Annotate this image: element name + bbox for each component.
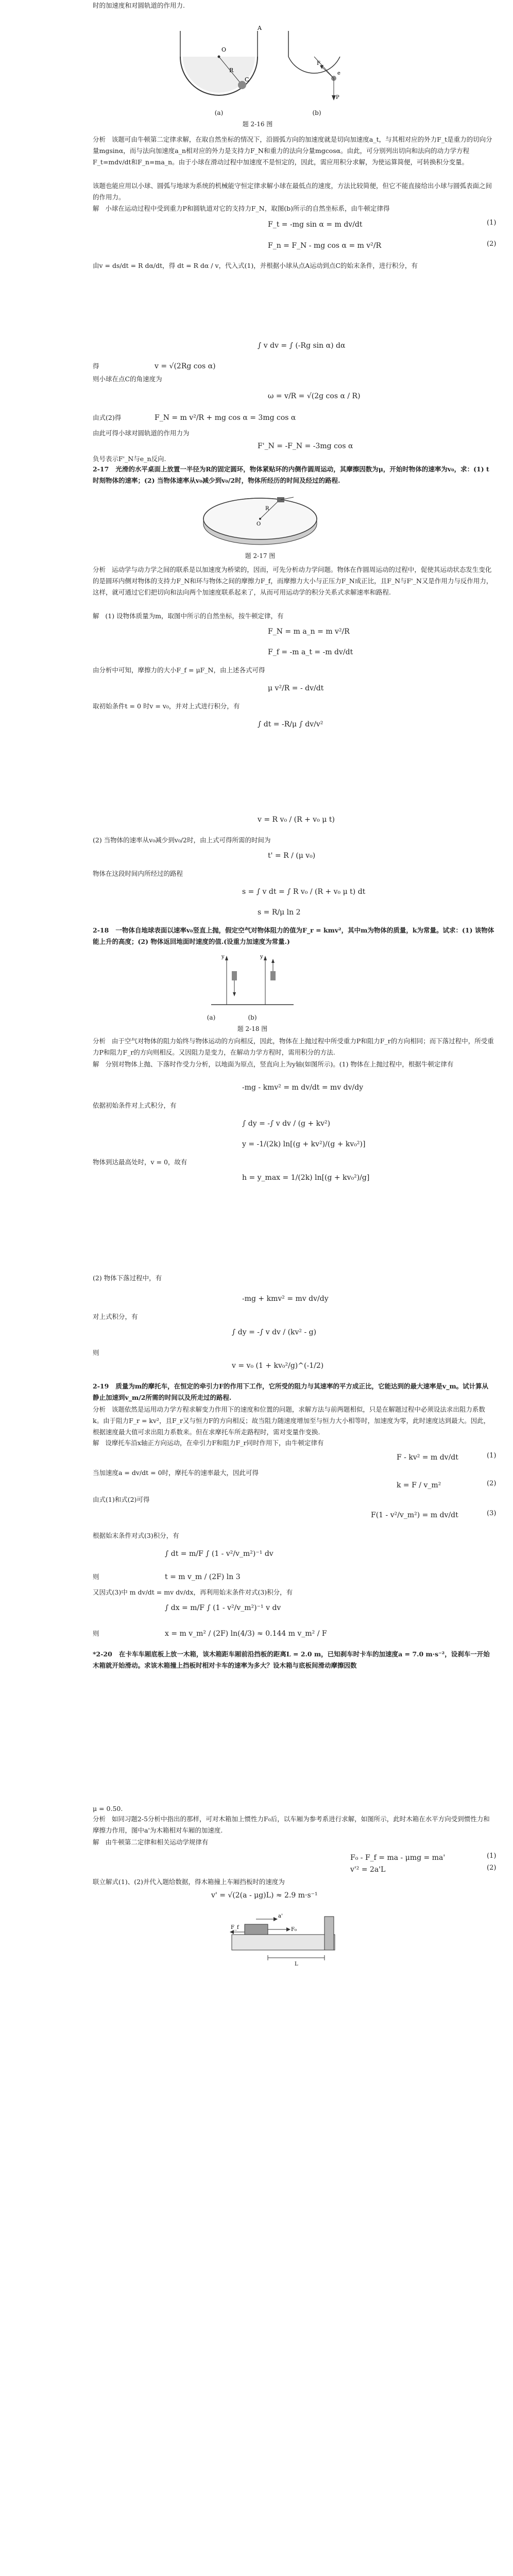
figure-2-16 [170,21,350,108]
equation-int-x: ∫ dx = m/F ∫ (1 - v²/v_m²)⁻¹ v dv [165,1604,281,1612]
paragraph-mu: μ = 0.50. [93,1805,123,1812]
paragraph-integration: 由v = ds/dt = R dα/dt，得 dt = R dα / v，代入式(1)，并根据小球从点A运动到点C的始末条件，进行积分，有 [93,262,418,269]
equation-v: v = √(2Rg cos α) [155,362,216,370]
equation-t-prime: t' = R / (μ v₀) [268,852,316,860]
diagram-2-17 [196,487,324,549]
label-F0: F₀ [291,1927,297,1933]
paragraph-sign: 负号表示F'_N与e_n反向. [93,455,166,463]
solution-2-16: 解 小球在运动过程中受到重力P和圆轨道对它的支持力F_N，取图(b)所示的自然坐标系，由牛顿定律得 [93,205,390,212]
figure-2-16-sub-b: (b) [312,109,321,116]
equation-v-return: v = v₀ (1 + kv₀²/g)^(-1/2) [232,1362,324,1370]
equation-k: k = F / v_m² [397,1481,441,1489]
solution-2-18: 解 分别对物体上抛、下落时作受力分析，以地面为原点，竖直向上为y轴(如图所示)。(1) 物体在上抛过程中，根据牛顿定律有 [93,1060,454,1068]
paragraph-result: 联立解式(1)、(2)并代入题给数据，得木箱撞上车厢挡板时的速度为 [93,1878,285,1886]
equation-s: s = R/μ ln 2 [258,908,301,917]
svg-text:R: R [265,506,269,512]
equation-FN: F_N = m v²/R + mg cos α = 3mg cos α [155,414,296,422]
label-a-prime: a' [278,1913,283,1919]
label-Ff: F_f [231,1925,239,1930]
equation-integral-v: ∫ v dv = ∫ (-Rg sin α) dα [258,342,346,350]
equation-up: -mg - kmv² = m dv/dt = mv dv/dy [242,1083,364,1092]
label-ze: 则 [93,1349,99,1357]
label-ze-2: 则 [93,1573,99,1581]
paragraph-down: (2) 物体下落过程中，有 [93,1274,162,1282]
label-ze-3: 则 [93,1630,99,1637]
figure-2-16-caption: 题 2-16 图 [242,121,273,128]
paragraph-max-speed: 当加速度a = dv/dt = 0时，摩托车的速率最大，因此可得 [93,1469,259,1477]
svg-text:P: P [336,95,339,100]
problem-2-17: 2-17 光滑的水平桌面上放置一半径为R的固定圆环，物体紧贴环的内侧作圆周运动，其摩擦因数为μ，开始时物体的速率为v₀，求：(1) t 时刻物体的速率；(2) 当物体速率从v₀减少到v₀/2时，物体所经历的时间及经过的路程. [93,465,492,484]
figure-2-16-sub-a: (a) [214,109,224,116]
equation-motor-1: F - kv² = m dv/dt [397,1453,458,1462]
paragraph-initial: 取初始条件t = 0 时v = v₀，并对上式进行积分，有 [93,702,240,710]
equation-h: h = y_max = 1/(2k) ln[(g + kv₀²)/g] [242,1174,370,1182]
equation-v-prime: v' = √(2(a - μg)L) ≈ 2.9 m·s⁻¹ [211,1891,318,1900]
paragraph-time: (2) 当物体的速率从v₀减少到v₀/2时，由上式可得所需的时间为 [93,836,271,844]
equation-int-dy: ∫ dy = -∫ v dv / (g + kv²) [242,1120,331,1128]
svg-text:e: e [337,71,340,76]
svg-text:O: O [221,46,227,53]
svg-text:y: y [221,954,225,960]
equation-FN-2-17: F_N = m a_n = m v²/R [268,628,350,636]
problem-2-18: 2-18 一物体自地球表面以速率v₀竖直上抛，假定空气对物体阻力的值为F_r = kmv²，其中m为物体的质量，k为常量。试求：(1) 该物体能上升的高度；(2) 物体返回地面时速度的值.(设重力加速度为常量.) [93,926,494,945]
label-de: 得 [93,362,99,370]
paragraph-max: 物体到达最高处时，v = 0，故有 [93,1158,187,1166]
equation-motor-3-number: (3) [487,1510,497,1517]
equation-t: t = m v_m / (2F) ln 3 [165,1573,241,1581]
problem-2-20: *2-20 在卡车车厢底板上放一木箱，该木箱距车厢前沿挡板的距离L = 2.0 m，已知刹车时卡车的加速度a = 7.0 m·s⁻²，设刹车一开始木箱就开始滑动。求该木箱撞上挡板时相对卡车的速率为多大？设木箱与底板间滑动摩擦因数 [93,1650,490,1669]
solution-2-17: 解 (1) 设物体质量为m，取图中所示的自然坐标，按牛顿定律，有 [93,612,284,620]
figure-2-20 [227,1906,340,1973]
equation-int-t: ∫ dt = m/F ∫ (1 - v²/v_m²)⁻¹ dv [165,1550,273,1558]
equation-y: y = -1/(2k) ln[(g + kv²)/(g + kv₀²)] [242,1140,366,1148]
solution-2-20: 解 由牛顿第二定律和相关运动学规律有 [93,1838,209,1846]
paragraph-friction: 由分析中可知，摩擦力的大小F_f = μF_N，由上述各式可得 [93,666,265,674]
paragraph-integrate-2: 对上式积分，有 [93,1313,138,1320]
diagram-2-20 [227,1906,340,1973]
svg-text:A: A [258,25,262,31]
figure-2-17 [196,487,324,549]
paragraph-x: 又因式(3)中 m dv/dt = mv dv/dx，再利用始末条件对式(3)积分，有 [93,1588,293,1596]
paragraph-combine: 由式(1)和式(2)可得 [93,1496,150,1503]
paragraph-integrate-3: 根据始末条件对式(3)积分，有 [93,1532,179,1539]
equation-1: F_t = -mg sin α = m dv/dt [268,221,363,229]
equation-box-1: F₀ - F_f = ma - μmg = ma' [350,1854,446,1862]
equation-motor-1-number: (1) [487,1452,497,1460]
figure-2-18-caption: 题 2-18 图 [237,1025,268,1032]
analysis-2-18: 分析 由于空气对物体的阻力始终与物体运动的方向相反，因此，物体在上抛过程中所受重力P和阻力F_r的方向相同；而下落过程中，所受重力P和阻力F_r的方向则相反。又因阻力是变力，在解动力学方程时，需用积分的方法. [93,1037,494,1056]
analysis-2-16: 分析 该题可由牛顿第二定律求解，在取自然坐标的情况下，沿圆弧方向的加速度就是切向加速度a_t，与其相对应的外力F_t是重力的切向分量mgsinα，而与法向加速度a_n相对应的外力是支持力F_N和重力的法向分量mgcosα。由此，可分别列出切向和法向的动力学方程F_t=mdv/dt和F_n=ma_n。由于小球在滑动过程中加速度不是恒定的，因此，需应用积分求解，为使运算简便，可转换积分变量。 [93,135,492,166]
figure-2-18 [206,953,299,1012]
label-L: L [295,1961,298,1967]
equation-Ff-2-17: F_f = -m a_t = -m dv/dt [268,648,353,656]
equation-box-1-number: (1) [487,1852,497,1860]
diagram-2-18 [206,953,299,1012]
svg-text:O: O [256,521,261,527]
equation-mu: μ v²/R = - dv/dt [268,684,324,692]
paragraph-force: 由此可得小球对圆轨道的作用力为 [93,429,190,437]
equation-2-number: (2) [487,240,497,248]
figure-2-18-sub-b: (b) [248,1014,257,1021]
equation-FN-prime: F'_N = -F_N = -3mg cos α [258,442,353,450]
equation-box-2: v'² = 2a'L [350,1866,386,1874]
equation-k-number: (2) [487,1480,497,1487]
svg-text:R: R [229,67,234,74]
paragraph-angular: 则小球在点C的角速度为 [93,375,162,383]
equation-2: F_n = F_N - mg cos α = m v²/R [268,242,382,250]
equation-omega: ω = v/R = √(2g cos α / R) [268,392,361,400]
figure-2-17-caption: 题 2-17 图 [245,552,276,560]
svg-text:y: y [260,954,263,960]
page-text: 时的加速度和对圆轨道的作用力. [93,2,185,9]
equation-int-dt: ∫ dt = -R/μ ∫ dv/v² [258,720,323,728]
equation-box-2-number: (2) [487,1864,497,1872]
svg-text:C: C [245,76,249,83]
paragraph-distance: 物体在这段时间内所经过的路程 [93,870,183,877]
equation-1-number: (1) [487,219,497,227]
equation-motor-3: F(1 - v²/v_m²) = m dv/dt [371,1511,458,1519]
equation-x: x = m v_m² / (2F) ln(4/3) ≈ 0.144 m v_m² / F [165,1630,327,1638]
problem-2-19: 2-19 质量为m的摩托车，在恒定的牵引力F的作用下工作，它所受的阻力与其速率的平方成正比，它能达到的最大速率是v_m。试计算从静止加速到v_m/2所需的时间以及所走过的路程. [93,1382,489,1401]
analysis-2-16-cont: 该题也能应用以小球、圆弧与地球为系统的机械能守恒定律求解小球在最低点的速度，方法比较简便，但它不能直接给出小球与圆弧表面之间的作用力。 [93,182,492,201]
equation-s-int: s = ∫ v dt = ∫ R v₀ / (R + v₀ μ t) dt [242,888,366,896]
equation-down: -mg + kmv² = mv dv/dy [242,1295,329,1303]
figure-2-18-sub-a: (a) [207,1014,216,1021]
analysis-2-19: 分析 该题依然是运用动力学方程求解变力作用下的速度和位置的问题，求解方法与前两题相似，只是在解题过程中必须设法求出阻力系数k。由于阻力F_r = kv²，且F_r又与恒力F的方向相反；故当阻力随速度增加至与恒力大小相等时，加速度为零，此时速度达到最大。因此，根据速度最大值可求出阻力系数来。但在求摩托车所走路程时，需对变量作变换. [93,1405,490,1436]
equation-int-dy-2: ∫ dy = -∫ v dv / (kv² - g) [232,1328,317,1336]
diagram-2-16 [170,21,350,108]
equation-v-t: v = R v₀ / (R + v₀ μ t) [258,816,335,824]
solution-2-19: 解 设摩托车沿x轴正方向运动，在牵引力F和阻力F_r同时作用下，由牛顿定律有 [93,1439,324,1447]
paragraph-integrate: 依据初始条件对上式积分，有 [93,1101,177,1109]
analysis-2-20: 分析 如同习题2-5分析中指出的那样，可对木箱加上惯性力F₀后，以车厢为参考系进行求解，如图所示，此时木箱在水平方向受到惯性力和摩擦力作用，图中a'为木箱相对车厢的加速度. [93,1815,490,1834]
analysis-2-17: 分析 运动学与动力学之间的联系是以加速度为桥梁的，因而，可先分析动力学问题。物体在作圆周运动的过程中，促使其运动状态发生变化的是圆环内侧对物体的支持力F_N和环与物体之间的摩擦力F_f，而摩擦力大小与正压力F_N成正比，且F_N与F'_N又是作用力与反作用力，这样，就可通过它们把切向和法向两个加速度联系起来了，从而可用运动学的积分关系式求解速率和路程. [93,566,493,596]
svg-text:F: F [317,61,320,66]
paragraph-from-eq2: 由式(2)得 [93,414,122,421]
